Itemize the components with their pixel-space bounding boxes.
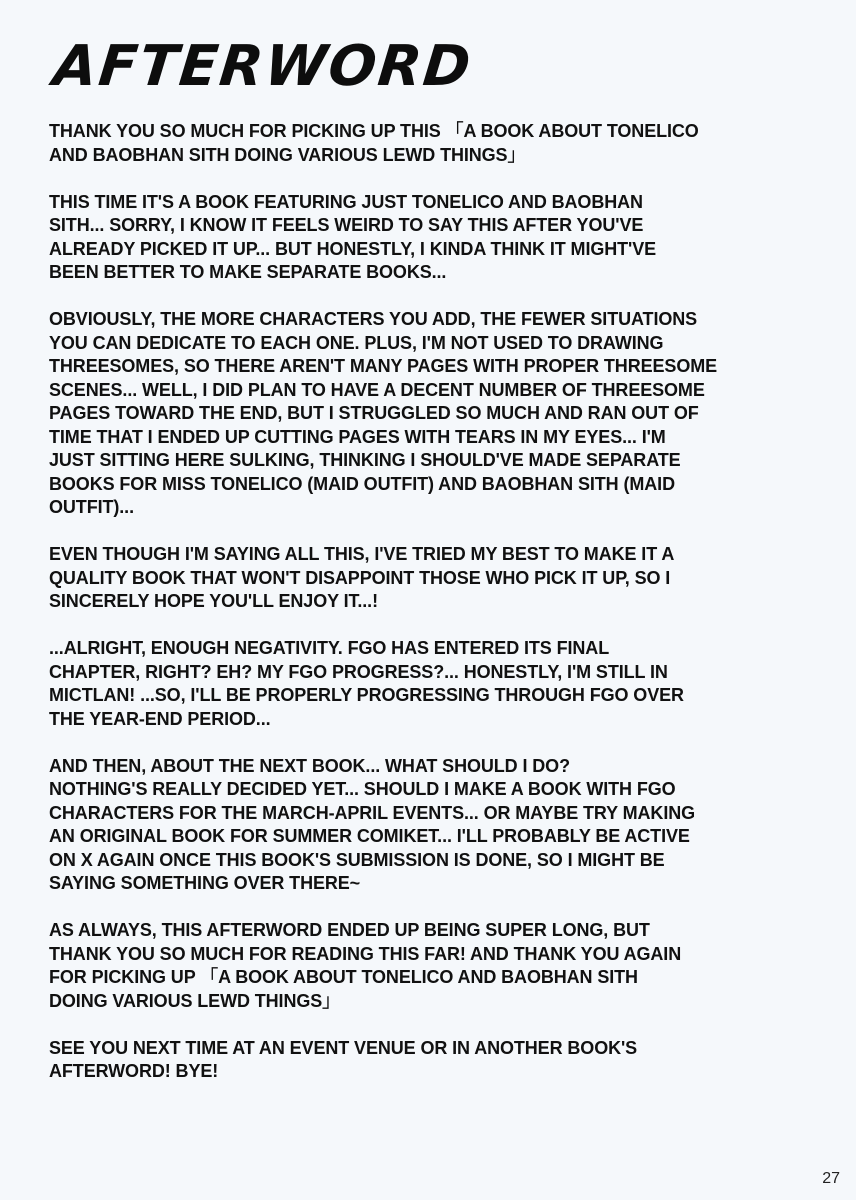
text-line: SCENES... WELL, I DID PLAN TO HAVE A DECENT NUMBER OF THREESOME (49, 379, 705, 400)
text-line: YOU CAN DEDICATE TO EACH ONE. PLUS, I'M NOT USED TO DRAWING (49, 332, 664, 353)
text-line: MICTLAN! ...SO, I'LL BE PROPERLY PROGRESSING THROUGH FGO OVER (49, 685, 684, 705)
paragraph (49, 120, 749, 167)
text-line: QUALITY BOOK THAT WON'T DISAPPOINT THOSE WHO PICK IT UP, SO I (49, 567, 671, 588)
paragraph (49, 191, 749, 285)
afterword-body (49, 120, 749, 1107)
text-line: ALREADY PICKED IT UP... BUT HONESTLY, I KINDA THINK IT MIGHT'VE (49, 238, 657, 259)
text-line: AFTERWORD! BYE! (49, 1061, 219, 1081)
text-line: CHARACTERS FOR THE MARCH-APRIL EVENTS... OR MAYBE TRY MAKING (49, 802, 696, 823)
page-number: 27 (822, 1170, 840, 1187)
text-line: PAGES TOWARD THE END, BUT I STRUGGLED SO MUCH AND RAN OUT OF (49, 403, 699, 423)
text-line: THANK YOU SO MUCH FOR READING THIS FAR! AND THANK YOU AGAIN (49, 943, 682, 964)
text-line: THANK YOU SO MUCH FOR PICKING UP THIS 「A BOOK ABOUT TONELICO (49, 121, 699, 141)
text-line: ON X AGAIN ONCE THIS BOOK'S SUBMISSION IS DONE, SO I MIGHT BE (49, 849, 665, 870)
paragraph (49, 755, 749, 896)
text-line: ...ALRIGHT, ENOUGH NEGATIVITY. FGO HAS ENTERED ITS FINAL (49, 638, 610, 658)
text-line: JUST SITTING HERE SULKING, THINKING I SHOULD'VE MADE SEPARATE (49, 450, 681, 470)
paragraph (49, 919, 749, 1013)
text-line: DOING VARIOUS LEWD THINGS」 (49, 990, 341, 1011)
text-line: TIME THAT I ENDED UP CUTTING PAGES WITH TEARS IN MY EYES... I'M (49, 426, 666, 447)
text-line: THIS TIME IT'S A BOOK FEATURING JUST TONELICO AND BAOBHAN (49, 191, 643, 212)
text-line: CHAPTER, RIGHT? EH? MY FGO PROGRESS?... HONESTLY, I'M STILL IN (49, 661, 668, 682)
text-line: SITH... SORRY, I KNOW IT FEELS WEIRD TO SAY THIS AFTER YOU'VE (49, 215, 644, 235)
text-line: SINCERELY HOPE YOU'LL ENJOY IT...! (49, 591, 378, 611)
text-line: OUTFIT)... (49, 497, 134, 517)
text-line: AND BAOBHAN SITH DOING VARIOUS LEWD THINGS」 (49, 144, 526, 165)
text-line: AND THEN, ABOUT THE NEXT BOOK... WHAT SHOULD I DO? (49, 755, 570, 776)
paragraph (49, 1037, 749, 1084)
text-line: FOR PICKING UP 「A BOOK ABOUT TONELICO AND BAOBHAN SITH (49, 967, 638, 987)
text-line: SEE YOU NEXT TIME AT AN EVENT VENUE OR IN ANOTHER BOOK'S (49, 1037, 638, 1058)
text-line: EVEN THOUGH I'M SAYING ALL THIS, I'VE TRIED MY BEST TO MAKE IT A (49, 544, 675, 564)
text-line: AN ORIGINAL BOOK FOR SUMMER COMIKET... I'LL PROBABLY BE ACTIVE (49, 826, 690, 846)
paragraph (49, 308, 749, 520)
text-line: NOTHING'S REALLY DECIDED YET... SHOULD I MAKE A BOOK WITH FGO (49, 779, 676, 799)
paragraph (49, 543, 749, 614)
text-line: THE YEAR-END PERIOD... (49, 708, 271, 729)
text-line: BOOKS FOR MISS TONELICO (MAID OUTFIT) AND BAOBHAN SITH (MAID (49, 473, 675, 494)
text-line: THREESOMES, SO THERE AREN'T MANY PAGES WITH PROPER THREESOME (49, 356, 718, 376)
text-line: AS ALWAYS, THIS AFTERWORD ENDED UP BEING SUPER LONG, BUT (49, 920, 650, 940)
text-line: OBVIOUSLY, THE MORE CHARACTERS YOU ADD, THE FEWER SITUATIONS (49, 309, 698, 329)
page-title: AFTERWORD (50, 34, 476, 99)
text-line: SAYING SOMETHING OVER THERE~ (49, 873, 361, 893)
text-line: BEEN BETTER TO MAKE SEPARATE BOOKS... (49, 262, 447, 282)
paragraph (49, 637, 749, 731)
